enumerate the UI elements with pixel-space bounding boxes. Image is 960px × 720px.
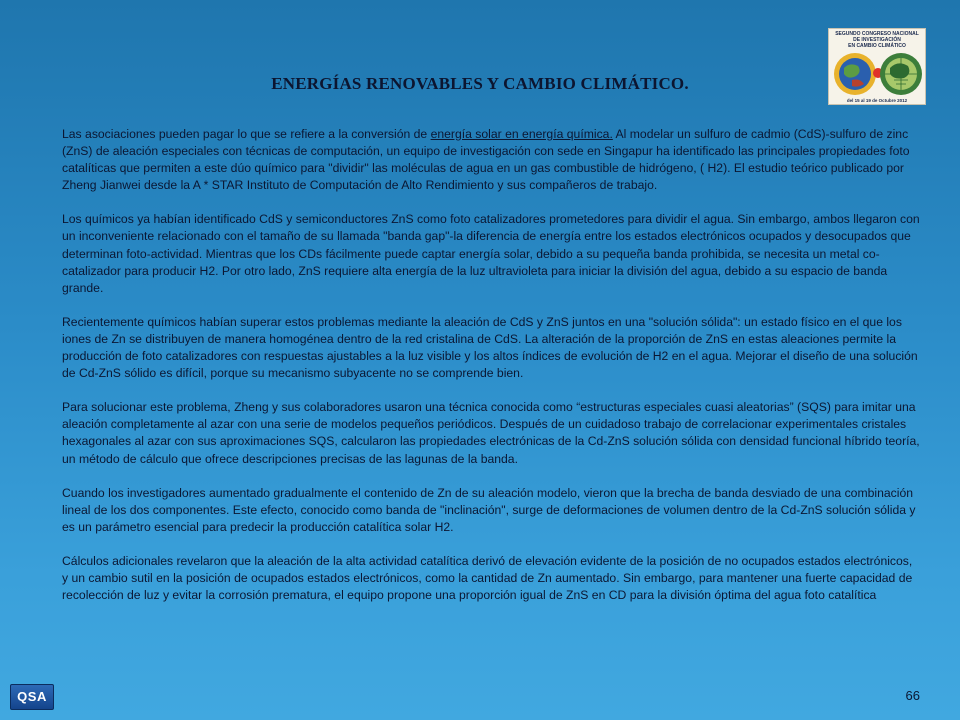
underlined-link-text: energía solar en energía química. (430, 127, 613, 141)
congress-logo-text: SEGUNDO CONGRESO NACIONAL DE INVESTIGACIÓN EN CAMBIO CLIMÁTICO (835, 31, 919, 49)
paragraph-3: Recientemente químicos habían superar estos problemas mediante la aleación de CdS y ZnS juntos en una "solución sólida": un estado físico en el que los iones de Zn se distribuyen de manera homogénea dentro de la red cristalina de CdS. La alteración de la proporción de ZnS en estas aleaciones permite la producción de foto catalizadores con respuestas ajustables a la luz visible y los altos índices de evolución de H2 en el agua. Mejorar el diseño de una solución de Cd-ZnS sólido es difícil, porque su mecanismo subyacente no se comprende bien. (62, 314, 918, 381)
congress-logo (828, 28, 926, 105)
page-number: 66 (905, 688, 920, 703)
qsa-logo: QSA (10, 684, 54, 710)
congress-date: del 15 al 19 de Octubre 2012 (846, 98, 908, 103)
paragraph-2: Los químicos ya habían identificado CdS y semiconductores ZnS como foto catalizadores prometedores para dividir el agua. Sin embargo, ambos llegaron con un inconveniente relacionado con el tamaño de su llamada "banda gap"-la diferencia de energía entre los estados electrónicos ocupados y desocupados que determinan foto-actividad. Mientras que los CDs fácilmente puede captar energía solar, debido a su pequeña banda prohibida, se necesita un metal co-catalizador para producir H2. Por otro lado, ZnS requiere alta energía de la luz ultravioleta para iniciar la división del agua, debido a su espacio de banda grande. (62, 212, 920, 295)
paragraph-4: Para solucionar este problema, Zheng y sus colaboradores usaron una técnica conocida como “estructuras especiales cuasi aleatorias” (SQS) para imitar una aleación completamente al azar con una serie de modelos pequeños periódicos. Después de un cuidadoso trabajo de correlacionar experimentales cristales hexagonales al azar con sus aproximaciones SQS, calcularon las propiedades electrónicas de la Cd-ZnS solución sólida con densidad funcional híbrido teoría, un método de cálculo que ofrece descripciones precisas de las lagunas de la banda. (62, 400, 920, 466)
globe-icon (832, 50, 924, 97)
slide-body (62, 126, 920, 604)
paragraph-5: Cuando los investigadores aumentado gradualmente el contenido de Zn de su aleación modelo, vieron que la brecha de banda desviado de una combinación lineal de los dos componentes. Este efecto, conocido como banda de "inclinación", surge de deformaciones de volumen dentro de la Cd-ZnS solución sólida y es un parámetro esencial para predecir la producción catalítica solar H2. (62, 485, 916, 534)
paragraph-6: Cálculos adicionales revelaron que la aleación de la alta actividad catalítica derivó de elevación evidente de la posición de no ocupados estados electrónicos, y un cambio sutil en la posición de ocupados estados electrónicos, como la cantidad de Zn aumentado. Sin embargo, para mantener una fuerte capacidad de recolección de luz y evitar la corrosión prematura, el equipo propone una proporción igual de ZnS en CD para la división óptima del agua foto catalítica (62, 553, 913, 603)
paragraph-1: Las asociaciones pueden pagar lo que se refiere a la conversión de energía solar en energía química. Al modelar un sulfuro de cadmio (CdS)-sulfuro de zinc (ZnS) de aleación especiales con técnicas de computación, un equipo de investigación con sede en Singapur ha identificado las principales propiedades foto catalíticas que permiten a este dúo químico para "dividir" las moléculas de agua en un gas combustible de hidrógeno, ( H2). El estudio teórico publicado por Zheng Jianwei desde la A * STAR Instituto de Computación de Alto Rendimiento y sus compañeros de trabajo. (62, 127, 910, 193)
slide-title: ENERGÍAS RENOVABLES Y CAMBIO CLIMÁTICO. (271, 74, 689, 93)
